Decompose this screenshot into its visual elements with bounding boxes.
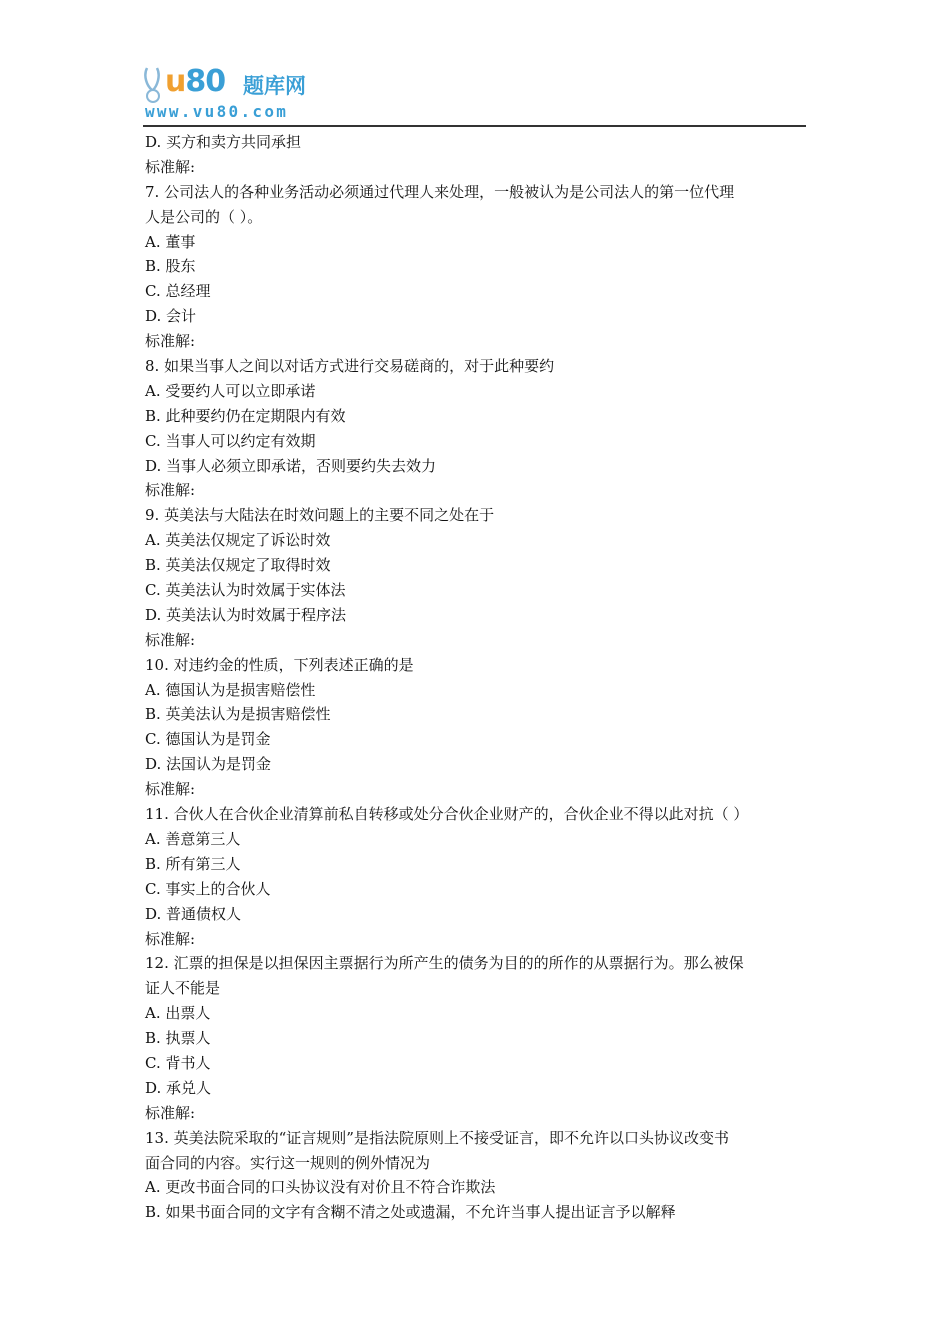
option-text: C. 事实上的合伙人 <box>145 879 271 898</box>
logo-mark: u80 <box>165 64 226 99</box>
logo-url: www.vu80.com <box>145 102 289 121</box>
option-text: B. 如果书面合同的文字有含糊不清之处或遗漏，不允许当事人提出证言予以解释 <box>145 1203 676 1222</box>
vu80-logo <box>143 64 335 122</box>
option-text: C. 德国认为是罚金 <box>145 730 271 749</box>
question-text: 9. 英美法与大陆法在时效问题上的主要不同之处在于 <box>145 506 495 525</box>
header-rule <box>143 125 806 127</box>
question-text: 8. 如果当事人之间以对话方式进行交易磋商的，对于此种要约 <box>145 357 555 376</box>
option-text: D. 会计 <box>145 307 197 326</box>
option-text: C. 总经理 <box>145 282 211 301</box>
option-text: A. 受要约人可以立即承诺 <box>145 381 316 400</box>
question-text: 10. 对违约金的性质，下列表述正确的是 <box>145 655 414 674</box>
option-text: C. 背书人 <box>145 1053 211 1072</box>
option-text: D. 普通债权人 <box>145 904 242 923</box>
option-text: B. 所有第三人 <box>145 854 241 873</box>
option-text: B. 此种要约仍在定期限内有效 <box>145 406 346 425</box>
logo-brand-text: 题库网 <box>243 74 306 98</box>
option-text: A. 出票人 <box>145 1004 211 1023</box>
question-text: 11. 合伙人在合伙企业清算前私自转移或处分合伙企业财产的，合伙企业不得以此对抗（ ） <box>145 805 749 824</box>
answer-label: 标准解: <box>145 157 196 176</box>
text-line: 面合同的内容。实行这一规则的例外情况为 <box>145 1153 431 1172</box>
option-text: A. 更改书面合同的口头协议没有对价且不符合诈欺法 <box>145 1178 496 1197</box>
option-text: B. 执票人 <box>145 1029 211 1048</box>
question-text: 7. 公司法人的各种业务活动必须通过代理人来处理，一般被认为是公司法人的第一位代理 <box>145 182 735 201</box>
question-text: 12. 汇票的担保是以担保因主票据行为所产生的债务为目的的所作的从票据行为。那么被保 <box>145 954 744 973</box>
option-text: B. 英美法认为是损害赔偿性 <box>145 705 331 724</box>
option-text: B. 股东 <box>145 257 196 276</box>
option-text: D. 承兑人 <box>145 1078 212 1097</box>
option-text: A. 董事 <box>145 232 196 251</box>
option-text: D. 英美法认为时效属于程序法 <box>145 605 347 624</box>
answer-label: 标准解: <box>145 332 196 351</box>
answer-label: 标准解: <box>145 929 196 948</box>
answer-label: 标准解: <box>145 1103 196 1122</box>
answer-label: 标准解: <box>145 481 196 500</box>
option-text: A. 英美法仅规定了诉讼时效 <box>145 531 331 550</box>
option-text: C. 当事人可以约定有效期 <box>145 431 316 450</box>
option-text: B. 英美法仅规定了取得时效 <box>145 556 331 575</box>
text-line: 人是公司的（ ）。 <box>145 207 263 226</box>
option-text: C. 英美法认为时效属于实体法 <box>145 581 346 600</box>
option-text: D. 买方和卖方共同承担 <box>145 133 302 151</box>
option-text: D. 当事人必须立即承诺，否则要约失去效力 <box>145 456 437 475</box>
question-text: 13. 英美法院采取的“证言规则”是指法院原则上不接受证言，即不允许以口头协议改变书 <box>145 1128 729 1147</box>
option-text: A. 德国认为是损害赔偿性 <box>145 680 316 699</box>
answer-label: 标准解: <box>145 780 196 799</box>
option-text: D. 法国认为是罚金 <box>145 755 272 774</box>
answer-label: 标准解: <box>145 630 196 649</box>
document-body <box>145 130 810 1225</box>
option-text: A. 善意第三人 <box>145 829 241 848</box>
text-line: 证人不能是 <box>145 979 221 998</box>
